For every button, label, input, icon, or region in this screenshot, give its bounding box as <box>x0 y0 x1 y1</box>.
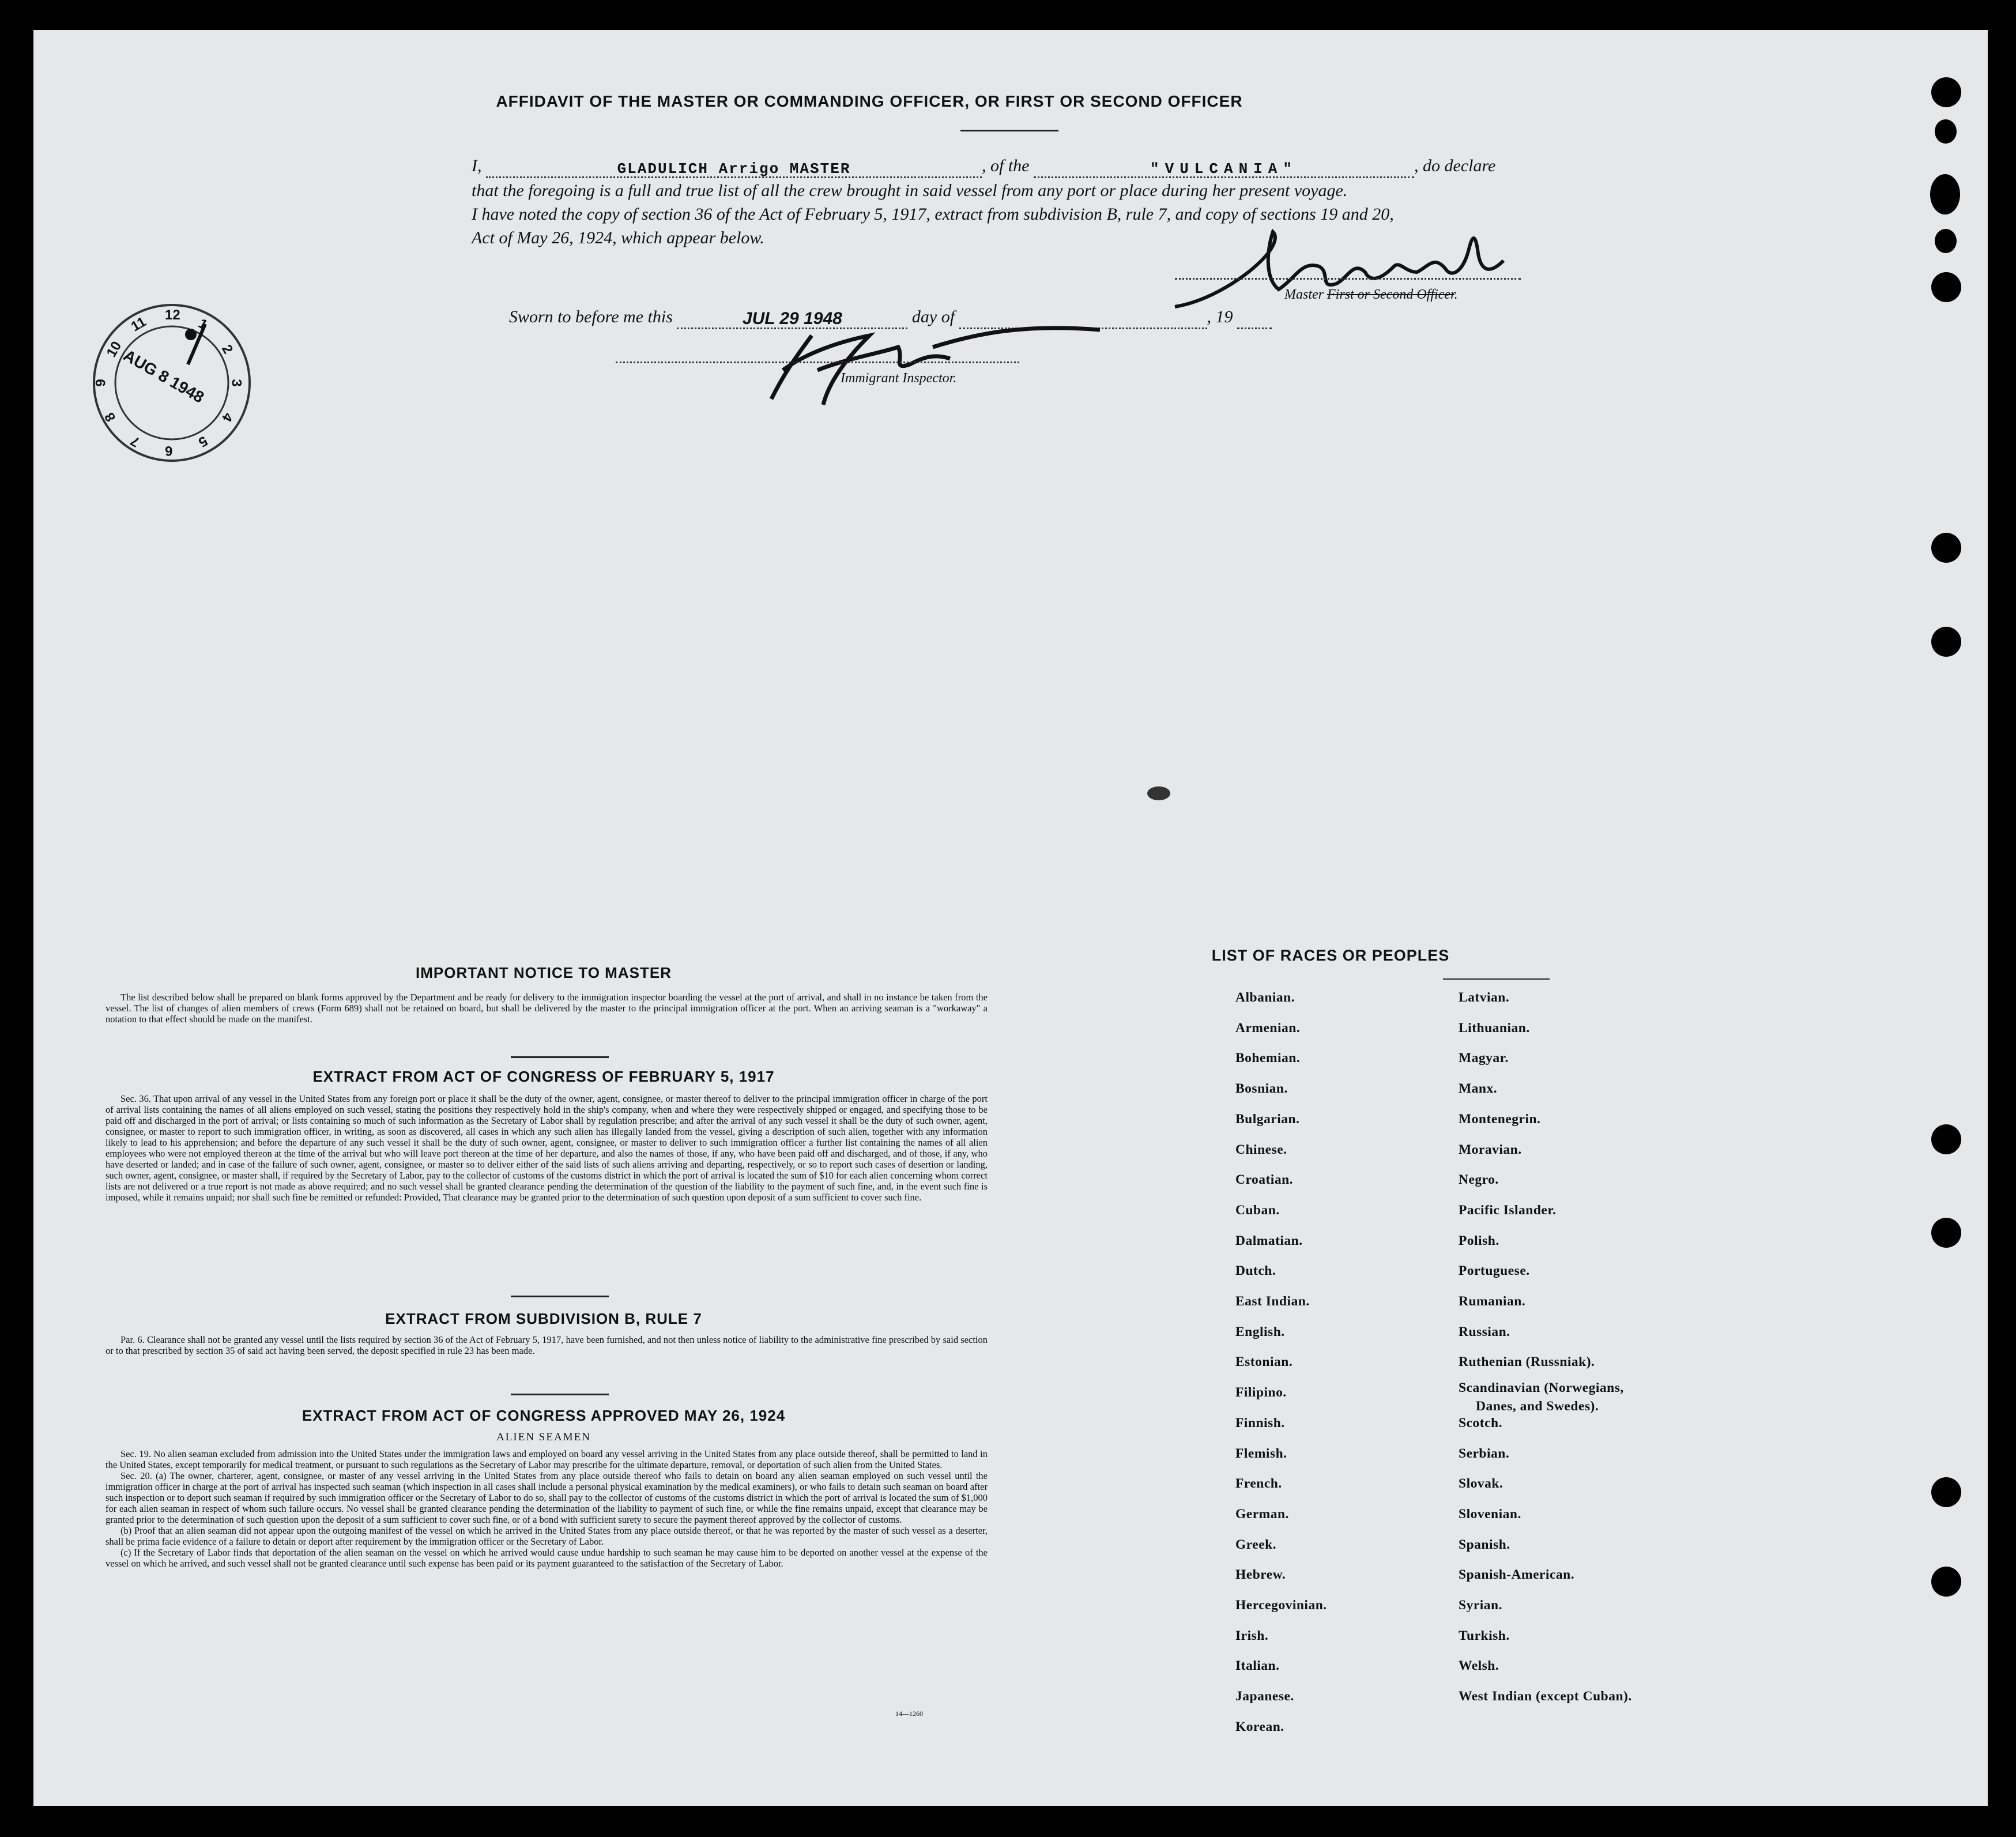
divider <box>511 1394 609 1395</box>
declaration-line-2: that the foregoing is a full and true list of all the crew brought in said vessel from any port or place during her present voyage. <box>472 181 1348 200</box>
race-item: Spanish. <box>1459 1537 1510 1552</box>
vessel-name-field <box>1034 156 1414 178</box>
race-item: Moravian. <box>1459 1142 1522 1157</box>
extract-1924-body <box>105 1448 988 1569</box>
race-item: Hebrew. <box>1235 1567 1286 1583</box>
ink-spot <box>1147 786 1170 800</box>
clock-number: 10 <box>103 338 125 360</box>
race-item: Italian. <box>1235 1658 1280 1674</box>
race-item: Hercegovinian. <box>1235 1598 1327 1613</box>
divider <box>511 1056 609 1058</box>
punch-hole <box>1931 272 1961 302</box>
race-item: Estonian. <box>1235 1354 1293 1370</box>
clock-number: 3 <box>228 379 244 387</box>
clock-number: 11 <box>128 314 149 335</box>
race-item: Russian. <box>1459 1324 1510 1339</box>
clock-number: 7 <box>127 432 142 450</box>
race-item: Slovak. <box>1459 1476 1503 1492</box>
extract-1924-paragraph: (b) Proof that an alien seaman did not appear upon the outgoing manifest of the vessel on which he arrived in the United States from any place outside thereof, or that he was reported by the master of such vessel as a deserter, shall be prima facie evidence of a failure to detain or deport after requirement by the immigration officer or the Secretary of Labor. <box>105 1525 988 1547</box>
extract-1917-body <box>105 1093 988 1203</box>
extract-1917-title: EXTRACT FROM ACT OF CONGRESS OF FEBRUARY 5, 1917 <box>312 1068 775 1085</box>
race-item: Korean. <box>1235 1719 1284 1734</box>
race-item: Serbian. <box>1459 1445 1510 1461</box>
notice-title: IMPORTANT NOTICE TO MASTER <box>416 964 672 981</box>
punch-hole <box>1935 229 1957 253</box>
extract-rule7-title: EXTRACT FROM SUBDIVISION B, RULE 7 <box>385 1310 702 1327</box>
race-item: Croatian. <box>1235 1172 1294 1188</box>
clock-number: 2 <box>218 341 236 356</box>
race-item: Ruthenian (Russniak). <box>1459 1354 1595 1370</box>
race-item: Bosnian. <box>1235 1081 1288 1097</box>
master-name-value: GLADULICH Arrigo MASTER <box>617 160 851 178</box>
vessel-name-value: "VULCANIA" <box>1150 160 1298 178</box>
extract-rule7-body <box>105 1334 988 1356</box>
declaration-line-1 <box>472 154 1711 178</box>
extract-rule7-paragraph: Par. 6. Clearance shall not be granted any vessel until the lists required by section 36 of the Act of February 5, 1917, have been furnished, and not then unless notice of liability to the administrative fine prescribed by said section or to that prescribed by section 35 of said act having been served, the deposit specified in rule 23 has been made. <box>105 1334 988 1356</box>
race-item: Japanese. <box>1235 1689 1294 1704</box>
race-item: Finnish. <box>1235 1415 1285 1431</box>
race-item: Bohemian. <box>1235 1051 1301 1066</box>
declaration-line-4: Act of May 26, 1924, which appear below. <box>472 228 764 247</box>
day-of-label: day of <box>911 307 955 326</box>
master-caption: Master First or Second Officer. <box>1284 287 1458 302</box>
form-number: 14—1260 <box>895 1710 923 1718</box>
race-item: Scotch. <box>1459 1415 1502 1431</box>
race-item: Pacific Islander. <box>1459 1202 1557 1218</box>
i-label: I, <box>472 156 482 175</box>
punch-hole <box>1931 627 1961 657</box>
divider <box>511 1296 609 1297</box>
notice-body <box>105 992 988 1025</box>
title-divider <box>960 130 1058 131</box>
punch-hole <box>1931 77 1961 107</box>
clock-number: 12 <box>165 307 180 323</box>
year-field <box>1237 307 1272 329</box>
punch-hole <box>1931 1218 1961 1248</box>
punch-hole <box>1931 1567 1961 1597</box>
affidavit-title: AFFIDAVIT OF THE MASTER OR COMMANDING OFFICER, OR FIRST OR SECOND OFFICER <box>496 92 1243 110</box>
race-item: Polish. <box>1459 1233 1499 1248</box>
document-page <box>33 30 1988 1806</box>
race-item: East Indian. <box>1235 1294 1310 1309</box>
race-item: Dalmatian. <box>1235 1233 1303 1248</box>
race-item: Rumanian. <box>1459 1294 1526 1309</box>
race-item: Turkish. <box>1459 1628 1510 1643</box>
race-item: West Indian (except Cuban). <box>1459 1689 1632 1704</box>
race-item: Irish. <box>1235 1628 1269 1643</box>
extract-1924-paragraph: Sec. 19. No alien seaman excluded from admission into the United States under the immigration laws and employed on board any vessel arriving in the United States from any place outside thereof, shall be permitted to land in the United States, except temporarily for medical treatment, or pursuant to such regulations as the Secretary of Labor may prescribe for the ultimate departure, removal, or deportation of such alien from the United States. <box>105 1448 988 1470</box>
race-item: English. <box>1235 1324 1285 1339</box>
declaration-line-3: I have noted the copy of section 36 of the Act of February 5, 1917, extract from subdivision B, rule 7, and copy of sections 19 and 20, <box>472 205 1394 224</box>
punch-hole <box>1930 174 1960 214</box>
race-item: Cuban. <box>1235 1202 1280 1218</box>
race-item: French. <box>1235 1476 1282 1492</box>
of-the-label: , of the <box>982 156 1030 175</box>
race-item: Flemish. <box>1235 1445 1287 1461</box>
race-item: Syrian. <box>1459 1598 1502 1613</box>
inspector-caption: Immigrant Inspector. <box>841 371 957 386</box>
master-caption-struck: First or Second Officer <box>1327 287 1454 302</box>
master-caption-master: Master <box>1284 287 1324 302</box>
clock-number: 6 <box>165 443 173 458</box>
race-item: Manx. <box>1459 1081 1498 1097</box>
extract-1924-subtitle: ALIEN SEAMEN <box>496 1431 591 1443</box>
race-item: Latvian. <box>1459 990 1510 1005</box>
race-item: Welsh. <box>1459 1658 1499 1674</box>
extract-1924-paragraph: (c) If the Secretary of Labor finds that deportation of the alien seaman on the vessel on which he arrived would cause undue hardship to such seaman he may cause him to be deported on another vessel at the expense of the vessel on which he arrived, and such vessel shall not be granted clearance until such expense has been paid or its payment guaranteed to the satisfaction of the Secretary of Labor. <box>105 1547 988 1569</box>
race-item: Magyar. <box>1459 1051 1509 1066</box>
inspector-signature-line <box>616 362 1019 363</box>
declare-label: , do declare <box>1414 156 1496 175</box>
race-item: Armenian. <box>1235 1020 1301 1036</box>
race-item: Lithuanian. <box>1459 1020 1530 1036</box>
master-signature-line <box>1175 278 1521 280</box>
extract-1924-title: EXTRACT FROM ACT OF CONGRESS APPROVED MAY 26, 1924 <box>302 1407 786 1424</box>
race-item: Albanian. <box>1235 990 1295 1005</box>
received-date: AUG 8 1948 <box>120 346 208 406</box>
clock-number: 5 <box>195 432 210 450</box>
race-item: Dutch. <box>1235 1263 1276 1279</box>
race-item: Montenegrin. <box>1459 1111 1541 1127</box>
notice-paragraph: The list described below shall be prepared on blank forms approved by the Department and be ready for delivery to the immigration inspector boarding the vessel at the port of arrival, and shall in no instance be taken from the vessel. The list of changes of alien members of crews (Form 689) shall not be retained on board, but shall be delivered by the master to the principal immigration officer at the port. When an arriving seaman is a "workaway" a notation to that effect should be made on the manifest. <box>105 992 988 1025</box>
punch-hole <box>1935 119 1957 144</box>
clock-number: 8 <box>101 409 119 424</box>
punch-hole <box>1931 533 1961 563</box>
race-item: Portuguese. <box>1459 1263 1530 1279</box>
extract-1917-paragraph: Sec. 36. That upon arrival of any vessel in the United States from any foreign port or place it shall be the duty of the owner, agent, consignee, or master thereof to deliver to the principal immigration officer in charge of the port of arrival lists containing the names of all aliens employed on such vessel, stating the positions they respectively hold in the ship's company, when and where they were respectively shipped or engaged, and specifying those to be paid off and discharged in the port of arrival; or lists containing so much of such information as the Secretary of Labor shall by regulation prescribe; and after the arrival of any such vessel it shall be the duty of such owner, agent, consignee, or master to report to such immigration officer, in writing, as soon as discovered, all cases in which any such alien has illegally landed from the vessel, giving a description of such alien, together with any information likely to lead to his apprehension; and before the departure of any such vessel it shall be the duty of such owner, agent, consignee, or master to deliver to such immigration officer a further list containing the names of all alien employees who were not employed thereon at the time of the arrival but who will leave port thereon at the time of her departure, and also the names of those, if any, who have been paid off and discharged, and of those, if any, who have deserted or landed; and in case of the failure of such owner, agent, consignee, or master so to deliver either of the said lists of such aliens arriving and departing, respectively, or so to report such cases of desertion or landing, such owner, agent, consignee, or master shall, if required by the Secretary of Labor, pay to the collector of customs of the customs district in which the port of arrival is located the sum of $10 for each alien concerning whom correct lists are not delivered or a true report is not made as above required; and no such vessel shall be granted clearance pending the determination of the question of the liability to the payment of such fine, and, in the event such fine is imposed, while it remains unpaid; nor shall such fine be remitted or refunded: Provided, That clearance may be granted prior to the determination of such question upon deposit of a sum sufficient to cover such fine. <box>105 1093 988 1203</box>
clock-number: 4 <box>218 409 236 424</box>
race-item: Spanish-American. <box>1459 1567 1575 1583</box>
race-item: Negro. <box>1459 1172 1499 1188</box>
race-item: Chinese. <box>1235 1142 1287 1157</box>
punch-hole <box>1931 1124 1961 1154</box>
extract-1924-paragraph: Sec. 20. (a) The owner, charterer, agent, consignee, or master of any vessel arriving in the United States from any place outside thereof who fails to detain on board any alien seaman employed on such vessel until the immigration officer in charge at the port of arrival has inspected such seaman (which inspection in all cases shall include a personal physical examination by the medical examiners), or who fails to detain such seaman on board after such inspection or to deport such seaman if required by such immigration officer or the Secretary of Labor to do so, shall pay to the collector of customs of the customs district in which the port of arrival is located the sum of $1,000 for each alien seaman in respect of whom such failure occurs. No vessel shall be granted clearance pending the determination of the liability to payment of such fine, or while the fine remains unpaid, except that clearance may be granted prior to the determination of such question upon the deposit of a sum sufficient to cover such fine, or of a bond with sufficient surety to secure the payment thereof approved by the collector of customs. <box>105 1470 988 1525</box>
clock-number: 9 <box>93 379 109 387</box>
punch-hole <box>1931 1477 1961 1507</box>
received-stamp <box>90 301 254 465</box>
race-item: Slovenian. <box>1459 1506 1521 1522</box>
master-name-field <box>486 156 982 178</box>
race-item: Greek. <box>1235 1537 1277 1552</box>
clock-number: 1 <box>195 315 210 333</box>
race-item: Danes, and Swedes). <box>1476 1399 1599 1414</box>
races-title: LIST OF RACES OR PEOPLES <box>1211 947 1450 964</box>
race-item: Filipino. <box>1235 1385 1287 1401</box>
race-item: Bulgarian. <box>1235 1111 1300 1127</box>
race-item: Scandinavian (Norwegians, <box>1459 1380 1624 1396</box>
year-label: , 19 <box>1207 307 1233 326</box>
race-item: German. <box>1235 1506 1289 1522</box>
races-divider <box>1443 978 1550 980</box>
sworn-date-stamp: JUL 29 1948 <box>742 309 842 328</box>
sworn-label: Sworn to before me this <box>509 307 673 326</box>
